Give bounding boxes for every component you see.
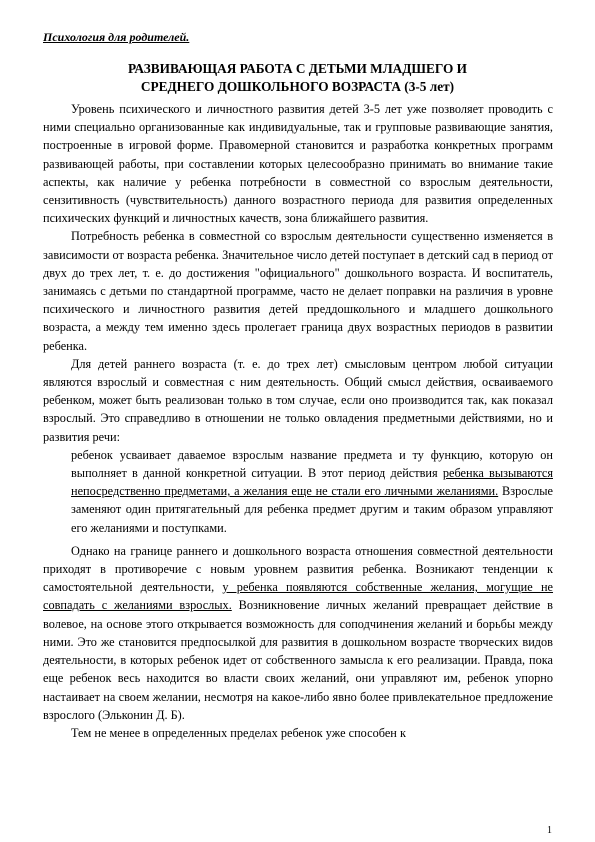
paragraph-4-text-b: Взрослые заменяют один притягательный для ребенка предмет другим и таким образом управляют его желаниями и поступками. — [71, 484, 553, 535]
title-line-1: РАЗВИВАЮЩАЯ РАБОТА С ДЕТЬМИ МЛАДШЕГО И — [128, 61, 467, 76]
paragraph-4 — [43, 446, 553, 537]
section-header: Психология для родителей. — [43, 30, 190, 44]
body-text — [43, 100, 553, 742]
paragraph-5-underlined: у ребенка появляются собственные желания, могущие не совпадать с желаниями взрослых. — [43, 580, 554, 613]
paragraph-5-text-b: Возникновение личных желаний превращает действие в волевое, на основе этого открывается возможность для соподчинения желаний и борьбы между ними. Это же становится предпосылкой для развития в дошкольном возрасте творческих видов деятельности, в которых ребенок идет от собственного замысла к его реализации. Правда, пока еще ребенок весь находится во власти своих желаний, они управляют им, ребенок упорно настаивает на своем желании, несмотря на какое-либо явно более привлекательное предложение взрослого (Эльконин Д. Б). — [43, 598, 553, 722]
title-line-2: СРЕДНЕГО ДОШКОЛЬНОГО ВОЗРАСТА (3-5 лет) — [140, 79, 455, 94]
page-title — [60, 60, 535, 96]
paragraph-4-underlined: ребенка вызываются непосредственно предметами, а желания еще не стали его личными желаниями. — [71, 466, 553, 499]
paragraph-1: Уровень психического и личностного развития детей 3-5 лет уже позволяет проводить с ними специально организованные как индивидуальные, так и групповые развивающие занятия, построенные в игровой форме. Правомерной становится и разработка конкретных программ развивающей работы, при составлении которых целесообразно принимать во внимание такие аспекты, как наличие у ребенка потребности в совместной со взрослым деятельности, сензитивность (чувствительность) данного возрастного периода для развития определенных психических функций и личностных качеств, зона ближайшего развития. — [43, 102, 553, 226]
paragraph-5 — [43, 542, 553, 724]
paragraph-6: Тем не менее в определенных пределах ребенок уже способен к — [71, 725, 406, 740]
paragraph-5-text-a: Однако на границе раннего и дошкольного возраста отношения совместной деятельности приходят в противоречие с новым уровнем развития ребенка. Возникают тенденции к самостоятельной деятельности, — [43, 543, 553, 595]
paragraph-2: Потребность ребенка в совместной со взрослым деятельности существенно изменяется в зависимости от возраста ребенка. Значительное число детей поступает в детский сад в период от двух до трех лет, т. е. до достижения "официального" дошкольного возраста. И воспитатель, занимаясь с детьми по стандартной программе, часто не делает поправки на различия в уровне психического и личностного развития детей преддошкольного и младшего дошкольного возраста, а между тем именно здесь пролегает граница двух возрастных периодов в развитии ребенка. — [43, 229, 553, 353]
page-number: 1 — [547, 825, 552, 836]
paragraph-4-text-a: ребенок усваивает даваемое взрослым название предмета и ту функцию, которую он выполняет в данной конкретной ситуации. В этот период действия — [71, 447, 553, 481]
paragraph-3: Для детей раннего возраста (т. е. до трех лет) смысловым центром любой ситуации являются взрослый и совместная с ним деятельность. Общий смысл действия, осваиваемого ребенком, может быть реализован только в том случае, если оно производится так, как показал взрослый. Это справедливо в отношении не только овладения предметными действиями, но и развития речи: — [43, 356, 553, 444]
